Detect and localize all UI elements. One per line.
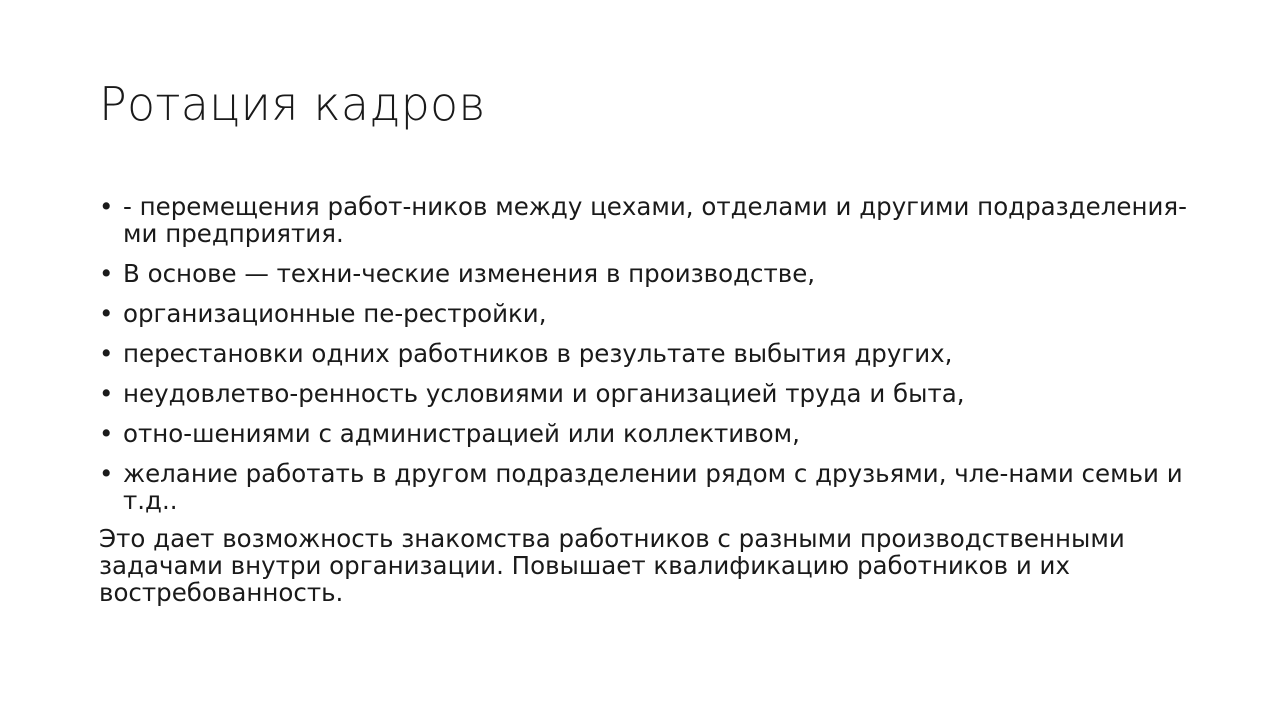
list-item-text: перестановки одних работников в результате выбытия других, [123, 339, 953, 368]
list-item [99, 260, 1199, 287]
list-item [99, 420, 1199, 447]
list-item-text: желание работать в другом подразделении рядом с друзьями, чле-нами семьи и т.д.. [123, 459, 1183, 515]
slide-title: Ротация кадров [99, 77, 486, 131]
list-item-text: неудовлетво-ренность условиями и организацией труда и быта, [123, 379, 965, 408]
summary-paragraph: Это дает возможность знакомства работников с разными производственными задачами внутри организации. Повышает квалификацию работников и их востребованность. [99, 524, 1125, 607]
list-item [99, 380, 1199, 407]
bullet-icon: • [99, 379, 114, 408]
list-item-text: отно-шениями с администрацией или коллективом, [123, 419, 800, 448]
bullet-icon: • [99, 299, 114, 328]
list-item [99, 340, 1199, 367]
slide-body [99, 193, 1199, 606]
bullet-icon: • [99, 459, 114, 488]
bullet-icon: • [99, 192, 114, 221]
bullet-icon: • [99, 259, 114, 288]
bullet-icon: • [99, 419, 114, 448]
list-item-text: - перемещения работ-ников между цехами, отделами и другими подразделения-ми предприятия. [123, 192, 1187, 248]
list-item [99, 460, 1199, 514]
list-item-text: В основе — техни-ческие изменения в производстве, [123, 259, 816, 288]
list-item [99, 193, 1199, 247]
list-item [99, 300, 1199, 327]
list-item-text: организационные пе-рестройки, [123, 299, 547, 328]
bullet-icon: • [99, 339, 114, 368]
bullet-list [99, 193, 1199, 514]
